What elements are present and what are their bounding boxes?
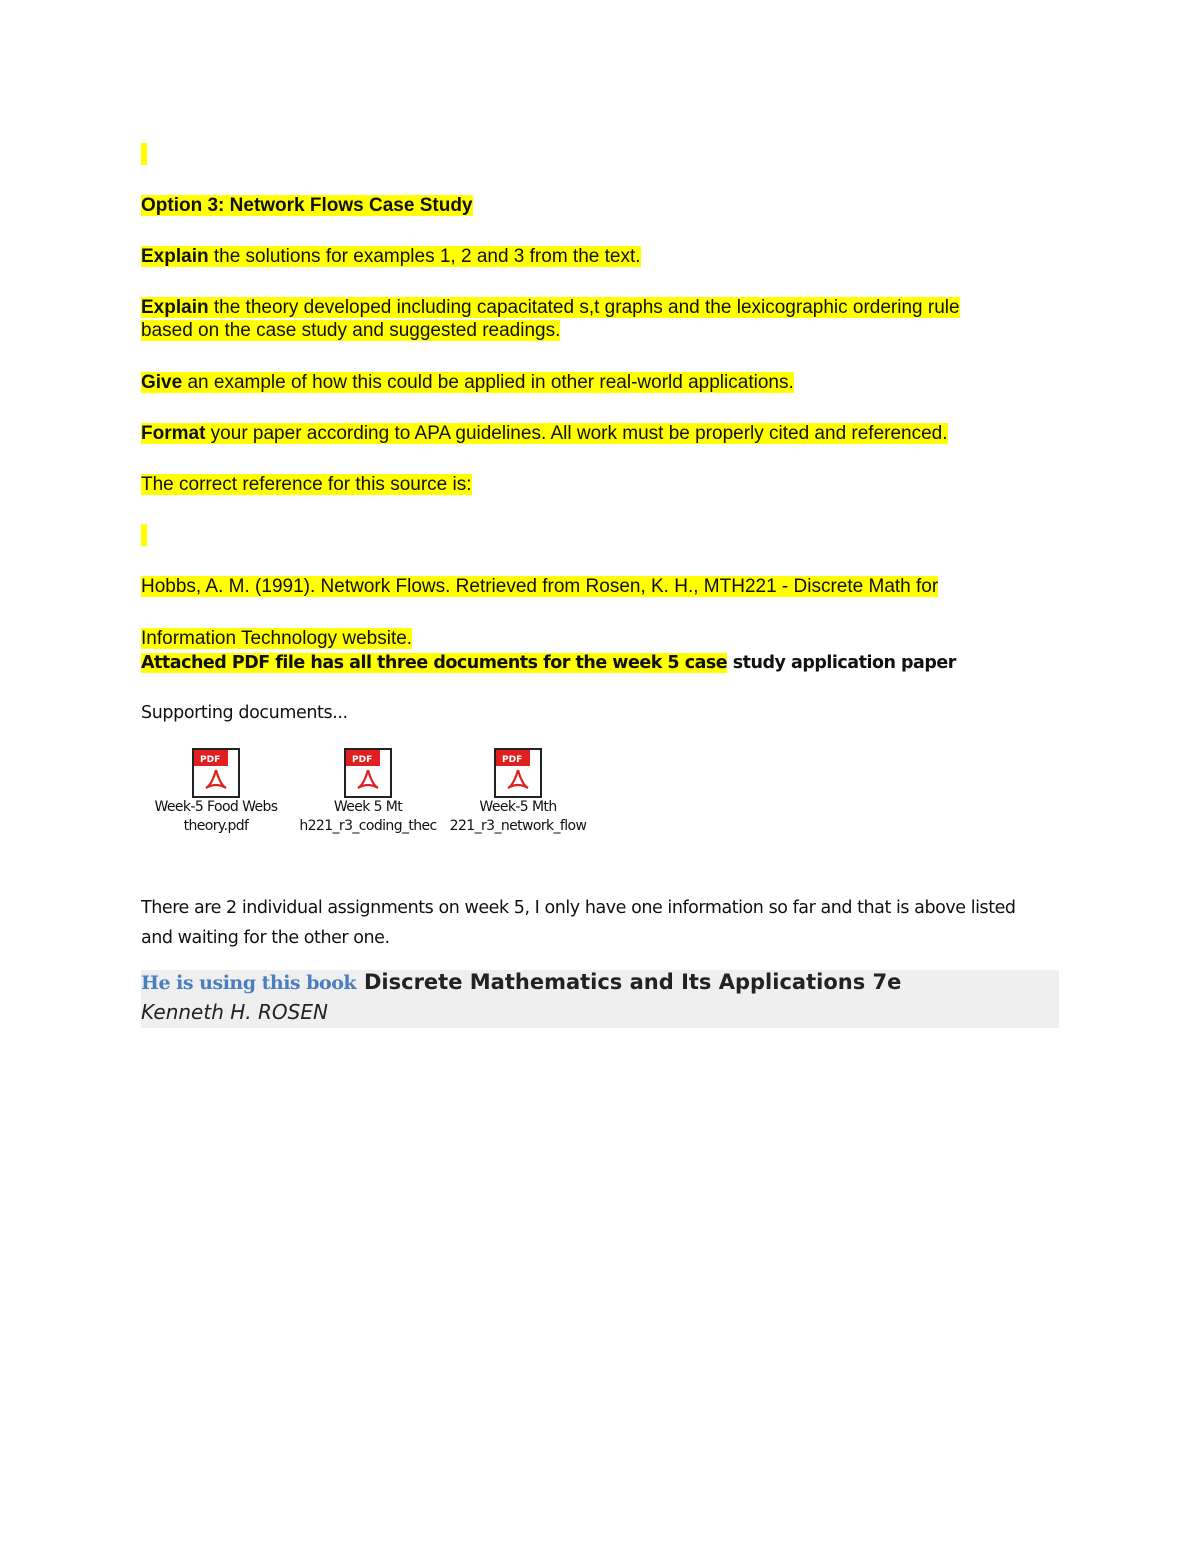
attachment-filename: h221_r3_coding_thec xyxy=(299,818,437,834)
reference-text: Hobbs, A. M. (1991). Network Flows. Retrieved from Rosen, K. H., MTH221 - Discrete Math for xyxy=(141,576,939,597)
pdf-icon[interactable] xyxy=(192,748,240,798)
instruction-text: the solutions for examples 1, 2 and 3 from the text. xyxy=(208,246,641,267)
attachment-item[interactable] xyxy=(443,748,593,836)
instruction-text: an example of how this could be applied in other real-world applications. xyxy=(182,372,794,393)
instruction-verb: Explain xyxy=(141,297,209,318)
book-info-box xyxy=(141,970,1059,1028)
supporting-label-text: Supporting documents... xyxy=(141,703,348,723)
text-cursor-marker xyxy=(141,143,147,165)
option-title-text: Option 3: Network Flows Case Study xyxy=(141,195,473,216)
assignments-note xyxy=(141,893,1016,953)
instruction-verb: Explain xyxy=(141,246,209,267)
book-title: Discrete Mathematics and Its Applications 7e xyxy=(364,970,902,994)
attachment-filename: Week-5 Food Webs xyxy=(154,799,278,815)
reference-intro-text: The correct reference for this source is: xyxy=(141,474,472,495)
instruction-3 xyxy=(141,371,794,394)
instruction-text: your paper according to APA guidelines. All work must be properly cited and referenced. xyxy=(205,423,948,444)
book-label: He is using this book xyxy=(141,972,357,994)
reference-line-1 xyxy=(141,575,938,598)
instruction-4 xyxy=(141,422,948,445)
pdf-icon[interactable] xyxy=(344,748,392,798)
attachment-item[interactable] xyxy=(293,748,443,836)
attachment-filename: Week 5 Mt xyxy=(333,799,403,815)
instruction-2 xyxy=(141,296,960,342)
instruction-verb: Give xyxy=(141,372,183,393)
attachment-item[interactable] xyxy=(141,748,291,836)
instruction-verb: Format xyxy=(141,423,206,444)
instruction-text-cont: based on the case study and suggested readings. xyxy=(141,320,561,341)
instruction-1 xyxy=(141,245,641,268)
assignments-line-1: There are 2 individual assignments on week 5, I only have one information so far and that is above listed xyxy=(141,898,1016,918)
svg-text:PDF: PDF xyxy=(200,755,221,765)
option-title xyxy=(141,194,473,217)
assignments-line-2: and waiting for the other one. xyxy=(141,928,390,948)
instruction-text: the theory developed including capacitated s,t graphs and the lexicographic ordering rule xyxy=(208,297,960,318)
book-author: Kenneth H. ROSEN xyxy=(141,1000,328,1024)
svg-text:PDF: PDF xyxy=(352,755,373,765)
attachment-filename: Week-5 Mth xyxy=(479,799,557,815)
attached-note xyxy=(141,652,956,675)
supporting-label xyxy=(141,702,348,725)
attachments-row xyxy=(141,748,611,848)
attached-note-highlighted: Attached PDF file has all three documents for the week 5 case xyxy=(141,653,728,673)
pdf-icon[interactable] xyxy=(494,748,542,798)
reference-text: Information Technology website. xyxy=(141,628,413,649)
attachment-filename: 221_r3_network_flow xyxy=(449,818,587,834)
text-cursor-marker xyxy=(141,524,147,546)
reference-intro xyxy=(141,473,472,496)
svg-text:PDF: PDF xyxy=(502,755,523,765)
attached-note-rest: study application paper xyxy=(727,653,956,673)
attachment-filename: theory.pdf xyxy=(183,818,249,834)
reference-line-2 xyxy=(141,627,412,650)
